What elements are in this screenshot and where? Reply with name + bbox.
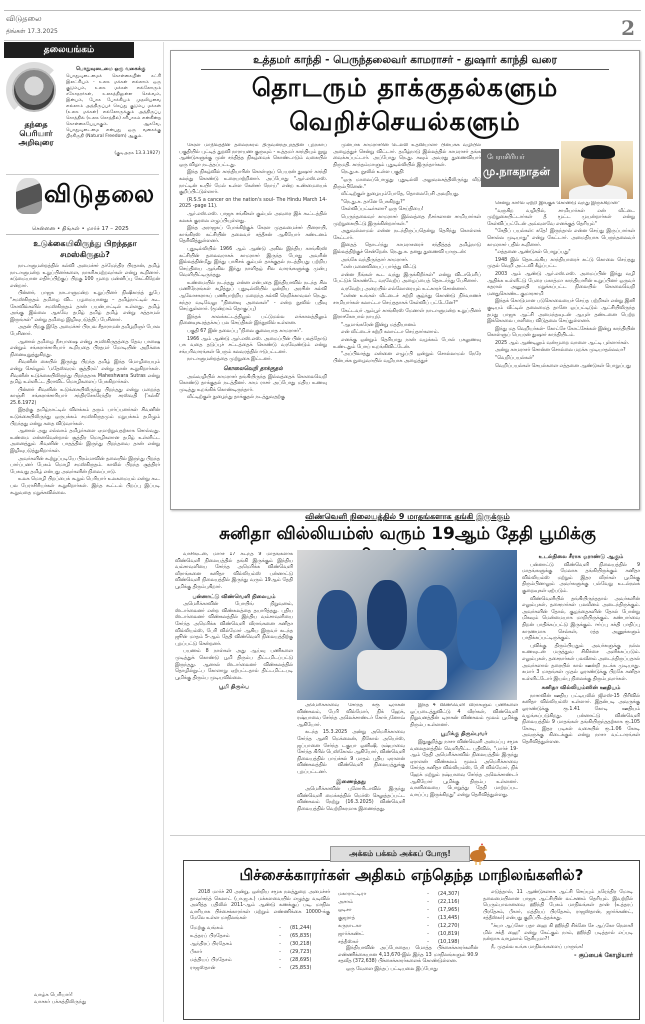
- paragraph: ஒரு வேளை இந்தப் பட்டியலை இப்போது: [346, 966, 438, 972]
- paragraph: கடந்த 15.3.2025 அன்று அமெரிக்காவை சேர்ந்த ஆனி மெக்லைன், நிகோல் அயெர்ஸ், ஜப்பானை சேர்ந்த டகுயா ஒனிஷி, ரஷ்யாவை சேர்ந்த கிரில் பெஸ்கோவ் ஆகியோர், விண்வெளி நிலையத்தில் பாய்ச்சல் 9 மாதம் புதிய ஏராளன் விண்கலத்தில் விண்வெளி நிலையத்துக்கு புறப்பட்டனர்.: [297, 730, 405, 775]
- paragraph: 2003 ஆம் ஆண்டு ஆர்.எஸ்.எஸ். அமைப்பின் இந்து வழி ஆதிக்க உள்ளீட்டு பேரை மகாத்மா காந்தியாரின் உறுப்பினர் ஒருவர் கதரால் அனுமதி மறுக்கப்பட்ட நிலையில் கொலைவெறி மனதுகொண்ட குமாரசாமி: [487, 271, 635, 297]
- dash: -: [279, 956, 281, 963]
- state-name: ஒடிசா: [338, 907, 352, 913]
- photo-figure: [317, 590, 357, 650]
- paragraph: இந்த அராஜகப் போக்கிற்குக் கேரள முதலமைச்சர் பினராயி, காங்கிரஸ் கட்சியின் தலைவர் சத்தீசன் ஆகியோர் கண்டனம் தெரிவித்துள்ளனர்.: [179, 226, 327, 245]
- paragraph: அவர்களின் கூற்றுப்படியே பிரம்மாவின் தலையில் இருந்து பிறந்த பார்ப்பனர் பேசும் மொழி சமஸ்கிருதம். காலில் பிறந்த சூத்திரர் பேசுவது தமிழ் என்பது அவர்களின் நிலைப்பாடு.: [10, 456, 160, 475]
- author-byline: [481, 139, 636, 199]
- table-row: [190, 964, 330, 972]
- main-col-1: [179, 143, 327, 508]
- paragraph: கேள்விப்பட்டீர்களா? ஒரு செய்தியை!: [341, 207, 424, 213]
- subheading: சுனிதா வில்லியம்ஸின் ஊதியம்: [541, 685, 621, 692]
- table-row: [190, 924, 330, 932]
- photo-hair: [581, 145, 615, 159]
- state-name: குஜராத்: [338, 915, 356, 921]
- author-name: மு.நாகநாதன்: [483, 165, 550, 178]
- count: (28,695): [290, 956, 312, 963]
- attribution: - குப்பைக் கோழியார்: [574, 952, 633, 960]
- dash: -: [427, 939, 429, 945]
- dash: -: [427, 899, 429, 905]
- main-col-3: [487, 201, 635, 506]
- paragraph: இந்தியாவின் அப்போதைய மொத்த பிச்சைக்காரர்களின் எண்ணிக்கையான 4,13,670-இல் இந்த 13 மாநிலங்களும் 90.9 சதவீத (372,638) பிச்சைக்காரர்களைக் கொண்டுள்ளன.: [338, 946, 478, 965]
- paragraph: (R.S.S a cancer on the nation's soul- The Hindu March 14- 2025 -page 11).: [179, 197, 327, 210]
- paragraph: "என் மனைவியைப் பார்த்து விட்டு: [341, 265, 417, 271]
- paragraph: உலக மொழி பிறப்பைக் கூறும் பெரியார் உலகமையம் என்று கூட பல பேராசிரியர்கள் கூறுகிறார்கள். இந்த கூட்டம் பிறப்பு இப்படி கூறுவதை மறுக்கவில்லை.: [10, 477, 160, 496]
- paragraph: கேரள மாநிலத்தின் தலைநகரம் திருவனந்தபுரத்தின் புறநகர்ப் பகுதியில் புட்டித் துறவி நாராயண குருவும் - உத்தமர் காந்தியும் நூறு ஆண்டுகளுக்கு முன் சந்தித்த நிகழ்வைக் கொண்டாடும் வகையில் ஒரு விழா நடத்தப்பட்டது.: [179, 143, 327, 168]
- subheading: உடல்நிலை சீராக ஓராண்டு ஆகும்: [538, 554, 624, 560]
- paragraph: இதற்கு தமிழ்நாட்டில் விளக்கம் தரும் பார்ப்பனர்கள் சிவனின் உடுக்கையிலிருந்து ஒருபக்கம் சமஸ்கிருதமும் மறுபக்கம் தமிழும் பிறந்தது என்று கதை விடுவார்கள்.: [10, 408, 160, 427]
- state-name: ஆந்திரப் பிரதேசம்: [190, 940, 233, 947]
- signoff-line: வாழ்க பெரியார்!: [34, 992, 73, 998]
- paragraph: வீட்டிற்குள் நுழையும்போதே, தொலைபேசி அலறியது.: [341, 192, 460, 198]
- headline-line: வெறிச்செயல்களும்: [289, 107, 521, 136]
- state-name: உத்தரப் பிரதேசம்: [190, 932, 230, 939]
- author-title: பேராசிரியர்: [487, 153, 525, 161]
- paragraph: "ஒரு மாலைப்பொழுது புதுடில்லி அலுவலகத்திலிருந்து வீடு திரும்பினேன்.": [333, 177, 481, 190]
- paragraph: "ஆமாங்கரேன் இன்று மத்தியானம்: [341, 322, 416, 328]
- table-row: [190, 940, 330, 948]
- count: (13,445): [438, 915, 460, 921]
- sunita-kicker: விண்வெளி நிலையத்தில் 9 மாதங்களாக தங்கி இருக்கும்: [305, 512, 510, 521]
- editorial-signoff: [34, 992, 86, 1006]
- author-photo: [561, 141, 633, 199]
- paragraph: இந்தக் கொடுமான படுகொலையைச் செய்த பற்றிகள் என்று இனி குடியம் வீட்டில் தலைமைத் தானே ஒப்பட்டிடும் ஆட்சியிலிருந்த தமது பாஜக ஆட்சி அமைந்தவுடன் ஆயுள் தண்டனை பெற்ற இக்கொலை பாளியை விடுதலை செய்துள்ளனர்.: [487, 299, 635, 325]
- table-row: [190, 932, 330, 940]
- signoff-line: வாசகர் பக்கத்திலிருந்து: [34, 999, 87, 1005]
- quote-body: பொதுவுடைமைக் கொள்கையின் கட்சி இலட்சியம் - உலக மக்கள் எல்லாம் ஒரு குடும்பம், உலக மக்கள் எல்லோரும் சகோதரர்கள், உலகத்திலுள்ள செல்வம், இன்பம், போக போக்கியம் முதலியவை எல்லாம் அத்திருப்பச் செய்து குடும்ப மக்கள் (உலக மக்கள்) எல்லோருக்கும் அத்திருப்ப சொத்தில் (உலக சொத்தில்) சரிபாகம் என்கின்ற கொள்கையேயாகும். ஆகவே, பொதுவுடைமை என்பது ஒரு வகைக்கு பிரகிருதி (Natural Freedom) ஆகும்.: [66, 74, 161, 139]
- table-row: [190, 948, 330, 956]
- paragraph: வெறிப்பயல்கள் செயல்களை எத்தனை ஆண்டுகள் பொறுப்பது: [495, 363, 631, 369]
- beggars-col-1: [190, 890, 330, 972]
- dash: -: [427, 923, 429, 929]
- subheading: பூமிக்கு திரும்புவர்: [440, 731, 488, 738]
- count: (12,270): [438, 923, 460, 929]
- paragraph: நீ, முதல்ல உங்க மாநிலங்களைப் பாருங்க!: [491, 944, 584, 950]
- main-kicker: உத்தமர் காந்தி - பெருந்தலைவர் காமராசர் - துஷார் காந்தி வரை: [253, 54, 557, 66]
- table-row: [338, 890, 478, 898]
- count: (30,218): [290, 940, 312, 947]
- headline-line: தொடரும் தாக்குதல்களும்: [251, 73, 559, 102]
- paragraph: வரவேற்பு அறையில் எல்லோரையும் உட்காரச் சொன்னார்.: [341, 286, 468, 292]
- paragraph: என் வீட்டைச் சுற்றி கலாட்டா செய்தார்களாம்.: [341, 330, 440, 336]
- photo-figure: [457, 600, 502, 670]
- state-name: அசாம்: [338, 899, 353, 905]
- author-label: [481, 149, 559, 187]
- paragraph: கேட்டவர் ஆம்பூர் காங்கிரஸ் மேனாள் நாடாளுமன்ற உறுப்பினர் இராசகோபால் நாயுடு.: [333, 308, 481, 321]
- table-row: [338, 930, 478, 938]
- paragraph: அதன் பிறகு இதே அமைச்சர் பிரபல சீதாராமன் தமிழறிஞர் போல பேசினார்.: [10, 325, 160, 337]
- paragraph: பன்னாட்டு விண்வெளி நிலையத்தில் 9 மாதங்களுக்கு மேலாக தங்கியிருக்கும் சுனிதா வில்லியம்ஸ் மற்றும் இதர வீரர்கள் பூமிக்கு திரும்பினாலும் அவர்களுக்கு பல்வேறு உடல்நலக் குறைவுகள் ஏற்படும்.: [522, 562, 640, 594]
- paragraph: புவிக்கு திரும்பியதும் அவர்களுக்கு நல்ல உணவுடன் மருத்துவ சிகிச்சை அளிக்கப்படும். எலும்புகள், தசைநார்கள் பலவீனம் அடைந்திருப்பதால் அவர்களால் தரையில் கால் ஊன்றி நடக்க முடியாது. சுமார் 3 மாதங்கள் முதல் ஓராண்டுக்கு பிறகே சுனிதா உள்ளிட்டோர் இயல்பு நிலைக்கு திரும்புவார்கள்.: [522, 643, 640, 682]
- logo-text: விடுதலை: [44, 180, 155, 208]
- count: (10,819): [438, 931, 460, 937]
- paragraph: இந்த 4 விண்வெளி வீரர்களும் பணிகளை ஒப்படைத்துவிட்டு 4 வீரர்கள், விண்வெளி நிறுவனத்தின் டிராகன் விண்கலம் மூலம் பூமிக்கு திரும்ப உள்ளனர்.: [410, 703, 518, 728]
- paragraph: பயணம் 8 நாள்கள் அது ஆய்வு பணிகளை முடித்துக் கொண்டு பூமி திரும்ப திட்டமிடப்பட்டு இருந்தது. ஆனால் ஸ்டார்லைனர் விண்கலத்தில் தொழில்நுட்ப கோளாறு ஏற்பட்டதால் திட்டமிட்டபடி பூமிக்கு திரும்ப முடியவில்லை.: [175, 649, 293, 681]
- paragraph: இந்து மத வெறியர்கள்- கோட்சே கோட்சேக்கள் இன்று காந்தியின் கொள்ளுப் பெயரன் துஷார் காந்தியிடம்.: [487, 326, 635, 339]
- state-name: கருநாடகா: [338, 923, 362, 929]
- paragraph: பகுதி 67 இன் தலைப்பு "நிலை குலையாத காமராசர்".: [187, 329, 303, 335]
- masthead-paper-name: விடுதலை: [6, 14, 42, 23]
- state-name: மகாராட்டிரா: [338, 891, 367, 897]
- paragraph: சிவனின் கையில் இருந்து பிறந்த தமிழ் இந்த மொழியையும் என்று செல்லும் 'மதேஸ்வரம் சூத்திரம்' என்று தான் கூறுகிறார்கள். சிவனின் உடுக்கையிலிருந்து பிறந்ததாக Maheshwara Sutras என்று தமிழ் உள்ளிட்ட திராவிட மொழிகளைப் பேசுகிறார்கள்.: [10, 360, 160, 386]
- state-name: மத்தியப் பிரதேசம்: [190, 956, 232, 963]
- dash: -: [279, 924, 281, 931]
- editorial-column: [4, 42, 164, 1022]
- table-row: [338, 938, 478, 946]
- paragraph: நாடாளுமன்றத்தை முற்றுகை இட்டனர்.: [187, 357, 272, 363]
- divider: [6, 234, 159, 235]
- masthead-date: திங்கள் 17.3.2025: [6, 28, 58, 35]
- sunita-col-1: [175, 552, 293, 832]
- paragraph: உண்மையில் நடந்தது என்ன என்பதை இந்தியாவில் நடந்த சில மணிநேரங்கள் கழித்துப் புதுடில்லியில் ஒன்றிய அரசின் கல்வி ஆலோசகராகப் பணியாற்றிய மறைந்த கல்வி நெறிக்காவலர் நெ.து. சுந்தர வடிவேலு "நினைவு அலைகள்" - என்ற நூலில் பதிவு செய்துள்ளார். (மூன்றாம் தொகுப்பு): [179, 280, 327, 313]
- table-row: [338, 906, 478, 914]
- paragraph: எடுத்தால், 11 ஆண்டுகளாக ஆட்சி செய்யும் நரேந்திர மோடி தலைமையிலான பாஜக ஆட்சியின் லட்சணம் தெரியும். இவற்றில் பெரும்பாலானவை ஹிந்தி பேசும் மாநிலங்கள் தான் (உத்தரப் பிரதேசம், பீகார், மத்தியப் பிரதேசம், ராஜஸ்தான், ஜார்க்கண்ட், சத்தீஸ்கர்) என்பது குறிப்பிடத்தக்கது.: [483, 890, 633, 922]
- paragraph: "சேதிப் பயல்கள்: கதே! இருந்தால் என்ன செய்து இருப்பார்கள் சொல்ல முடியாது" என்று கேட்டார். அமைதியாக பெருந்தலைவர் காமராசர் பதில் கூறினார்.: [487, 229, 635, 248]
- viduthalai-logo: [14, 178, 164, 218]
- paragraph: இதுகுறித்து நாசா விண்வெளி அமைப்பு சமூக வலைதளத்தில் வெளியிட்ட பதிவில், "மார்ச் 19-ஆம் தேதி அமெரிக்காவில் நிலையத்தில் இருந்து ஏராளன் விண்கலம் மூலம் அமெரிக்காவை சேர்ந்த சுனிதா வில்லியம்ஸ், பேரி வில்மோர், நிக் ஹேக் மற்றும் ரஷ்யாவை சேர்ந்த அலெக்சாண்டர் ஆகியோர் பூமிக்கு திரும்ப உள்ளனர். வானிலையை பொறுத்து தேதி மாற்றப்பட வாய்ப்பு இருக்கிறது" என்று தெரிவித்துள்ளது.: [410, 739, 518, 798]
- paragraph: பெருந்தலைவர் காமராசர் இல்லத்தை நீசர்களான சாமியார்கள் முற்றுகையிட்டு இருக்கின்றார்கள்.": [333, 214, 481, 227]
- editorial-title: உடுக்கையிலிருந்து பிறந்ததா சமஸ்கிருதம்?: [33, 239, 137, 259]
- paragraph: நாடாளுமன்றத்தில் கல்வி அமைச்சர் தர்மேந்திர பிரதான், தமிழ் நாடாளுமன்ற உறுப்பினர்களை, நாகரிகமற்றவர்கள் என்று கூறினார். கடுமையான எதிர்ப்பிற்குப் பிறகு 100 முறை மன்னிப்பு கேட்கிறேன் என்றார்.: [10, 264, 160, 289]
- paragraph: ஆர்.எஸ்.எஸ். பாஜக சங்கிகள் கும்பல் அவரை இக் கூட்டத்தில் கலகக் குரலை எழுப்பியுள்ளது.: [179, 211, 327, 224]
- count: (17,965): [438, 907, 460, 913]
- paragraph: புதுடில்லியில் 1966 ஆம் ஆண்டு அகில இந்திய காங்கிரஸ் கட்சியின் தலைவராகக் காமராசர் இருந்த போது அவரின் இல்லத்தின்மீது இந்து பாசிசக் கும்பல் தாக்குதல் நடத்தியது பற்றிய செய்தியை ஆங்கில இந்து நாளிதழ் சில வாரங்களுக்கு முன்பு வெளியிட்டிருந்தது.: [179, 246, 327, 279]
- periyar-quote-box: [6, 62, 162, 167]
- paragraph: நாசாவின் ஊதிய பட்டியலில் ஜிஎஸ்-15 பிரிவில் சுனிதா வில்லியம்ஸ் உள்ளார். இதன்படி அவருக்கு ஓராண்டுக்கு ரூ.1.41 கோடி ஊதியம் வழங்கப்படுகிறது. பன்னாட்டு விண்வெளி நிலையத்தில் 9 மாதங்கள் தங்கியிருந்ததற்காக ரூ.105 கோடி, இதர படிகள் வகையில் ரூ.1.06 கோடி அவருக்கு கிடைக்கும் என்று நாசா வட்டாரங்கள் தெரிவித்துள்ளன.: [522, 693, 640, 746]
- page-number: 2: [621, 16, 635, 40]
- table-row: [338, 922, 478, 930]
- paragraph: அதுவல்லாமல் என்ன நடந்திருப்பதென்று தெரிந்து கொள்ளக் கேட்டார்.: [333, 229, 481, 241]
- divider: [170, 835, 645, 836]
- paragraph: "க்யா ஆப்கோ பதா ஹை கி ஹிந்தி சிக்னே சே ஆப்கோ நௌகரீ மில் சக்தீ ஹை" என்று கேட்கும் நாம், ஹிந்தி படித்தால் எப்படி நன்றாக வாழலாம் தெரியுமா?!: [483, 923, 633, 943]
- count: (22,116): [438, 899, 460, 905]
- periyar-portrait: [12, 68, 56, 112]
- photo-figure: [417, 585, 457, 650]
- paragraph: அமெரிக்காவின் போயிங் நிறுவனம், ஸ்டார்லைனர் என்ற விண்கலத்தை தயாரித்தது. புதிய ஸ்டார்லைனர் விண்கலத்தில் இந்திய வம்சாவளியை சேர்ந்த அமெரிக்க விண்வெளி வீராங்கனை சுனிதா வில்லியம்ஸ், பேரி வில்மோர் ஆகிய இருவர் கடந்த ஜூன் மாதம் 5-ஆம் தேதி விண்வெளி நிலையத்திற்கு புறப்பட்டு சென்றனர்.: [175, 602, 293, 647]
- sunita-col-2: [297, 703, 405, 831]
- quote-title: பொதுவுடைமை ஒரு வகைக்கு: [76, 66, 146, 72]
- count: (65,835): [290, 932, 312, 939]
- paragraph: ஆனால் தமிழை நீசபாஷை என்று சமஸ்கிருதத்தை தேவ பாஷை என்றும் சங்கராச்சாரியார் கூறியதை பிரதமர் மோடியின் அறிக்கை நினைவுறுத்துகிறது.: [10, 339, 160, 358]
- editorial-section-label: தலையங்கம்: [4, 42, 134, 58]
- paragraph: அமெரிக்காவின் புளோரிடாவில் இருந்து விண்வெளி மைக்கத்தில் மெர்ஸ் செலுத்தப்பட்ட விண்கலம் நேற்று (16.3.2025) விண்வெளி நிலையத்தில் வெற்றிகரமாக இணைந்தது.: [297, 787, 405, 812]
- dateline: சென்னை • திங்கள் • மார்ச் 17 – 2025: [32, 226, 129, 232]
- paragraph: அமெரிக்காவை சேர்ந்த க்ரூ டிராகன் விண்கலம், பேரி வில்மோர், நிக் ஹேக், ரஷ்யாவை சேர்ந்த அலெக்சாண்டர் கோர்புனோவ் ஆகியோர்.: [297, 703, 405, 728]
- paragraph: இந்தக் காலக்கட்டத்திலும் பட்டுமல்ல எக்காலத்திலும் நினைவுகூரத்தக்கப் பல செய்திகள் இந்நூலில் உள்ளன.: [179, 314, 327, 327]
- paragraph: "வெறிப்பயல்கள்": [495, 356, 535, 362]
- dash: -: [279, 940, 281, 947]
- state-name: மேற்கு வங்கம்: [190, 924, 224, 931]
- paragraph: 1966 ஆம் ஆண்டு ஆர்.எஸ்.எஸ். அமைப்பின் பின் பலத்தோடு பசு வதை தடுப்புச் சட்டத்தைக் கொண்டு வரவேண்டும் என்று சங்பரிவாரங்கள் பெரும் கலவரத்தில் ஈடுபட்டனர்.: [179, 336, 327, 355]
- paragraph: இதைத் தொடர்ந்து காமராசரைச் சந்தித்தத் தமிழ்நாடு இல்லத்திற்குச் சென்றேன். நெ.து.சு. தனது துணைவி யாருடன்:: [333, 243, 481, 255]
- paragraph: அன்று காமராசர் சொன்ன சொல்லை மறக்க முடியாதல்லவா?: [495, 348, 626, 354]
- editorial-body: [10, 264, 160, 498]
- paragraph: அவ்வழியில் காமராசர் தங்கியிருந்த இல்லத்தைக் கொலைவெறி கொண்டு தாக்குதல் நடத்தினர். காம ராசர் அப்போது மதிய உணவு முடித்து உறங்கிக் கொண்டிருந்தார்.: [179, 374, 327, 393]
- state-name: சத்தீஸ்கர்: [338, 939, 359, 945]
- state-name: பீகார்: [190, 948, 203, 955]
- periyar-figure: [16, 178, 42, 214]
- paragraph: "எத்தனை ஆண்டுகள் பொறுப்பது": [495, 250, 571, 256]
- count: (24,307): [438, 891, 460, 897]
- dash: -: [427, 915, 429, 921]
- main-article: [170, 50, 640, 510]
- count: (10,198): [438, 939, 460, 945]
- paragraph: ஆனால் அது எல்லாம் தமிழர்களை ஏமாற்றுவதற்காக சொல்வது. உண்மை என்னவென்றால் சூத்திர மொழிகளான தமிழ் உள்ளிட்ட அனைத்தும் சிவனின் பாதத்தில் இருந்து பிறந்தவை தான் என்று இழிவுபடுத்துகிறார்கள்.: [10, 429, 160, 455]
- subheading: பூமி திரும்ப: [218, 684, 250, 691]
- paragraph: முன்பாக காமராசரின் டெல்லி உதவியாளர் பின்பக்க வழியில் அழைத்துச் சென்று விட்டார். தமிழ்நாடு இல்லத்தில் காமராசர் தங்க வைக்கப்பட்டார். அப்போது நெ.து. சுவும் அவரது துணைவியார் திருமதி. காந்தம்மாளும் புதுடில்லியில் இருந்தார்கள்.: [333, 143, 481, 168]
- paragraph: அங்கே வந்திருந்தார் காமராசர்.: [341, 257, 409, 263]
- sunita-headline: சுனிதா வில்லியம்ஸ் வரும் 19ஆம் தேதி பூமிக்கு: [219, 524, 596, 544]
- count: (29,723): [290, 948, 312, 955]
- paragraph: "என்ன உங்கள் வீட்டைச் சுற்றி சூழ்ந்து கொண்டு நிர்வாணச் சாமியார்கள் கலாட்டா செய்ததாகக் கேள்விப் பட்டேனே?": [333, 294, 481, 307]
- table-row: [338, 914, 478, 922]
- paragraph: எனக்கு ஒன்றும் தெரியாது நான் வழக்கம் போல் பகலுணவு உண்டதும் போய் உறங்கிவிட்டேன்.: [333, 338, 481, 350]
- dash: -: [279, 964, 281, 971]
- table-row: [190, 956, 330, 964]
- paragraph: "வருகிற வழியில், சாமியார்கள் என் வீட்டை முற்றுகையிட்டார்கள் தீ மூட்ட முயன்றார்கள் என்று கேள்விப்பட்டேன் அவ்வளவே எனக்குத் தெரியும்": [487, 208, 635, 227]
- photo-figure: [357, 650, 447, 690]
- astronauts-photo: [297, 550, 517, 700]
- header-rule: [4, 40, 641, 41]
- divider: [6, 174, 159, 175]
- paragraph: என்ன நீங்கள் கூட வந்து இருக்கிறீர்கள்" என்று விடாமெரிப் பேட்டுக் கொண்டே, வரவேற்ப் அழைப்பைத் தொடர்ந்து பேசினார்.: [333, 272, 481, 285]
- periyar-caption: தந்தை பெரியார் அறிவுரை: [18, 120, 54, 147]
- dash: -: [279, 932, 281, 939]
- beggars-headline: பிச்சைக்காரர்கள் அதிகம் எந்தெந்த மாநிலங்களில்?: [239, 866, 584, 884]
- paragraph: பின்னர், பாஜக நாடாளுமன்ற உறுப்பினர் நிஷிகாந்த் துபே "சமஸ்கிருதம் தமிழை விட பழமையானது – தமிழ்நாட்டில் கூட கோவில்களில் சமஸ்கிருதம் தான் பயன்பாட்டில் உள்ளது. தமிழ் அங்கு இல்லை ஆகவே தமிழ் தமிழ் தமிழ் என்று கத்தாமல் இருங்கள்" என்று தமிழை இழிவுபடுத்திப் பேசினார்.: [10, 291, 160, 323]
- paragraph: 2018 மார்ச் 20 அன்று, ஒன்றிய சமூக நலத்துறை அமைச்சர் தாவர்சந்த் கெலாட் (பா.ஜ.க.) மக்களவையில் எழுத்து வடிவில் அளித்த பதிலில் 2011-ஆம் ஆண்டு கணக்குப் படி, மாநில வாரியாக பிச்சைக்காரர்கள் மற்றும் எண்ணிக்கை 10000-க்கு மேலே உள்ள மாநிலங்கள்: [190, 890, 330, 922]
- paragraph: "நெ.து.சு. தானே பேசுகிறது?": [341, 199, 405, 205]
- paragraph: 1948 இல் தொடங்கிய காந்தியாரைச் சுட்டு கொலை செய்தது முதல் வெறி அட்டவி கீழ்ப்பட்ட: [487, 257, 635, 270]
- table-row: [338, 898, 478, 906]
- top-rule: [4, 10, 641, 11]
- paragraph: வீட்டிற்குள் நுழைந்து தாக்குதல் நடத்துவதற்கு: [187, 395, 285, 401]
- subheading: கொலைவெறி தாக்குதல்: [223, 366, 283, 372]
- dash: -: [427, 931, 429, 937]
- sunita-col-3: [410, 703, 518, 831]
- paragraph: வாசிங்டன், மார்ச் 17 கடந்த 9 மாதங்களாக விண்வெளி நிலையத்தில் தங்கி இருக்கும் இந்திய வம்சாவளியை சேர்ந்த அமெரிக்க விண்வெளி வீராங்கனை சுனிதா வில்லியம்ஸ் பன்னாட்டு விண்வெளி நிலையத்தில் இருந்து வரும் 19ஆம் தேதி பூமிக்கு திரும்புகிறார்.: [175, 552, 293, 590]
- state-name: ஜார்க்கண்ட்: [338, 931, 365, 937]
- states-table-1: [190, 924, 330, 972]
- photo-shirt: [569, 185, 627, 199]
- sunita-col-4: [522, 552, 640, 832]
- beggars-col-2: [338, 890, 478, 974]
- hen-icon: [468, 843, 488, 865]
- state-name: ராஜஸ்தான்: [190, 964, 216, 971]
- paragraph: நெ.து.சு. நூலில் உள்ள பகுதி:: [341, 170, 405, 176]
- paragraph: விண்வெளியில் தங்கியிருந்ததால் அவர்களின் எலும்புகள், தசைநார்கள் பலவீனம் அடைந்திருக்கும். அவர்களின் தோல், குழந்தைகளின் தோல் போன்று மிகவும் மென்மையாக மாறியிருக்கும். கண்பார்வை திறன் பாதிக்கப்பட்டு இருக்கும். ஈர்ப்பு சக்தி பாதிப்பு காரணமாக செல்கள், ரத்த அணுக்களும் பாதிக்கப்பட்டிருக்கும்.: [522, 596, 640, 642]
- main-headline: [171, 71, 639, 139]
- paragraph: "அப்பிலாத்து என்னை எழுப்பி ஒன்றும் சொல்லாமல் நேரே பின்பக்க நுழைவாயில் வழியாக அழைத்துச்: [333, 352, 481, 364]
- paragraph: பின்னர் சிவனின் உடுக்கையிலிருந்து பிறந்தது என்று மறைந்த காஞ்சி சங்கராச்சாரியார் சந்திரசேகரேந்திர சரஸ்வதி ('கல்கி' 25.6.1972): [10, 387, 160, 406]
- paragraph: இந்த நிகழ்வில் காந்தியாரின் கொள்ளுப் பெயரன் துஷார் காந்தி கலந்து கொண்டு உரையாற்றினார். அப்போது "ஆர்.எஸ்.எஸ். நாட்டின் உயிர் மேல் உள்ள கேன்சர் நோய்" என்ற உண்மையைக் குறிப்பிட்டுள்ளார்.: [179, 170, 327, 196]
- count: (81,244): [290, 924, 312, 931]
- beggars-col-3: [483, 890, 633, 960]
- dash: -: [279, 948, 281, 955]
- column-tag: அக்கம் பக்கம் அக்கப் போரு!: [330, 846, 470, 862]
- states-table-2: [338, 890, 478, 946]
- subheading: இணைந்தது: [336, 778, 366, 785]
- photo-figure: [367, 580, 407, 650]
- paragraph: சென்று காரில் ஏற்றி இங்குக் கொண்டு வந்து இருக்கிறான்": [495, 201, 620, 206]
- dash: -: [427, 907, 429, 913]
- subheading: பன்னாட்டு விண்வெளி நிலையம்: [192, 593, 276, 600]
- count: (25,853): [290, 964, 312, 971]
- main-col-2: [333, 143, 481, 508]
- kicker-underline: [201, 69, 609, 70]
- dash: -: [427, 891, 429, 897]
- quote-source: (குடிஅரசு 13.3.1927): [114, 151, 160, 156]
- paragraph: 2025 ஆம் ஆண்டிலும் வன்முறை வாளை ஆட்டி புள்ளார்கள்.: [495, 340, 630, 346]
